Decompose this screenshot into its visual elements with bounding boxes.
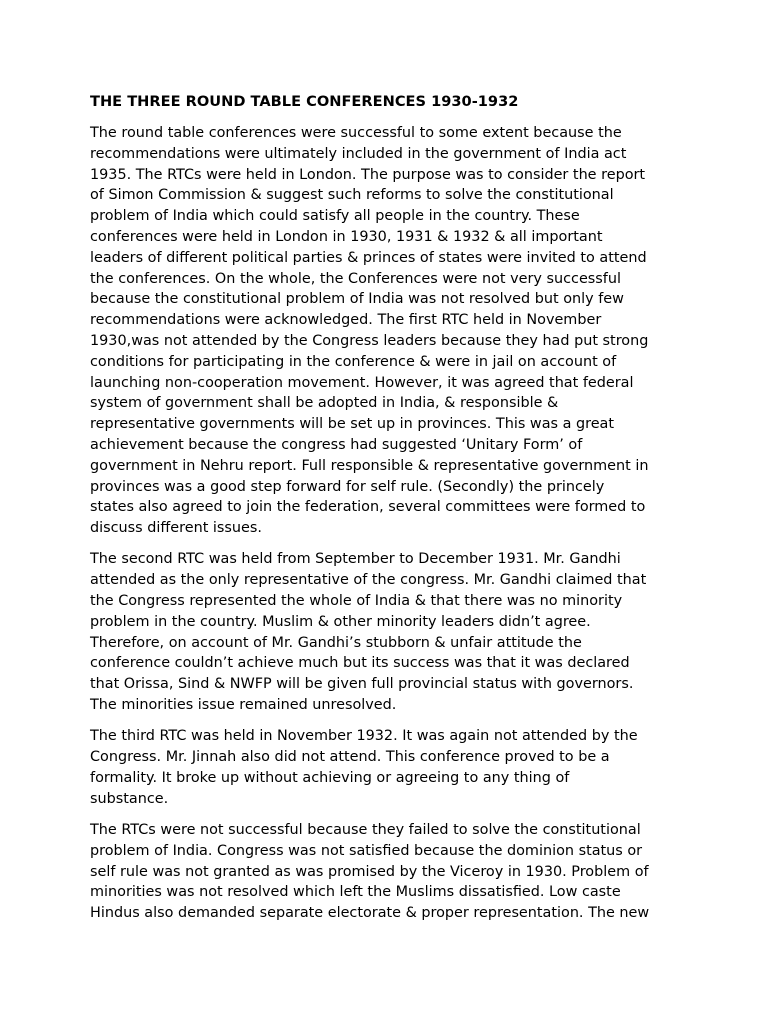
- paragraph-first-rtc: The round table conferences were successful to some extent because the recommendations were ultimately included in the government of India act 1935. The RTCs were held in London. The purpose was to consider the report of Simon Commission & suggest such reforms to solve the constitutional problem of India which could satisfy all people in the country. These conferences were held in London in 1930, 1931 & 1932 & all important leaders of different political parties & princes of states were invited to attend the conferences. On the whole, the Conferences were not very successful because the constitutional problem of India was not resolved but only few recommendations were acknowledged. The first RTC held in November 1930,was not attended by the Congress leaders because they had put strong conditions for participating in the conference & were in jail on account of launching non-cooperation movement. However, it was agreed that federal system of government shall be adopted in India, & responsible & representative governments will be set up in provinces. This was a great achievement because the congress had suggested ‘Unitary Form’ of government in Nehru report. Full responsible & representative government in provinces was a good step forward for self rule. (Secondly) the princely states also agreed to join the federation, several committees were formed to discuss different issues.: [90, 125, 649, 537]
- paragraph-second-rtc: The second RTC was held from September to December 1931. Mr. Gandhi attended as the only representative of the congress. Mr. Gandhi claimed that the Congress represented the whole of India & that there was no minority problem in the country. Muslim & other minority leaders didn’t agree. Therefore, on account of Mr. Gandhi’s stubborn & unfair attitude the conference couldn’t achieve much but its success was that it was declared that Orissa, Sind & NWFP will be given full provincial status with governors. The minorities issue remained unresolved.: [90, 551, 647, 714]
- paragraph-third-rtc: The third RTC was held in November 1932. It was again not attended by the Congress. Mr. Jinnah also did not attend. This conference proved to be a formality. It broke up without achieving or agreeing to any thing of substance.: [90, 728, 638, 807]
- document-page: [90, 91, 690, 934]
- paragraph-conclusion: The RTCs were not successful because they failed to solve the constitutional problem of India. Congress was not satisfied because the dominion status or self rule was not granted as was promised by the Viceroy in 1930. Problem of minorities was not resolved which left the Muslims dissatisfied. Low caste Hindus also demanded separate electorate & proper representation. The new: [90, 822, 650, 922]
- document-title: THE THREE ROUND TABLE CONFERENCES 1930-1932: [90, 93, 519, 110]
